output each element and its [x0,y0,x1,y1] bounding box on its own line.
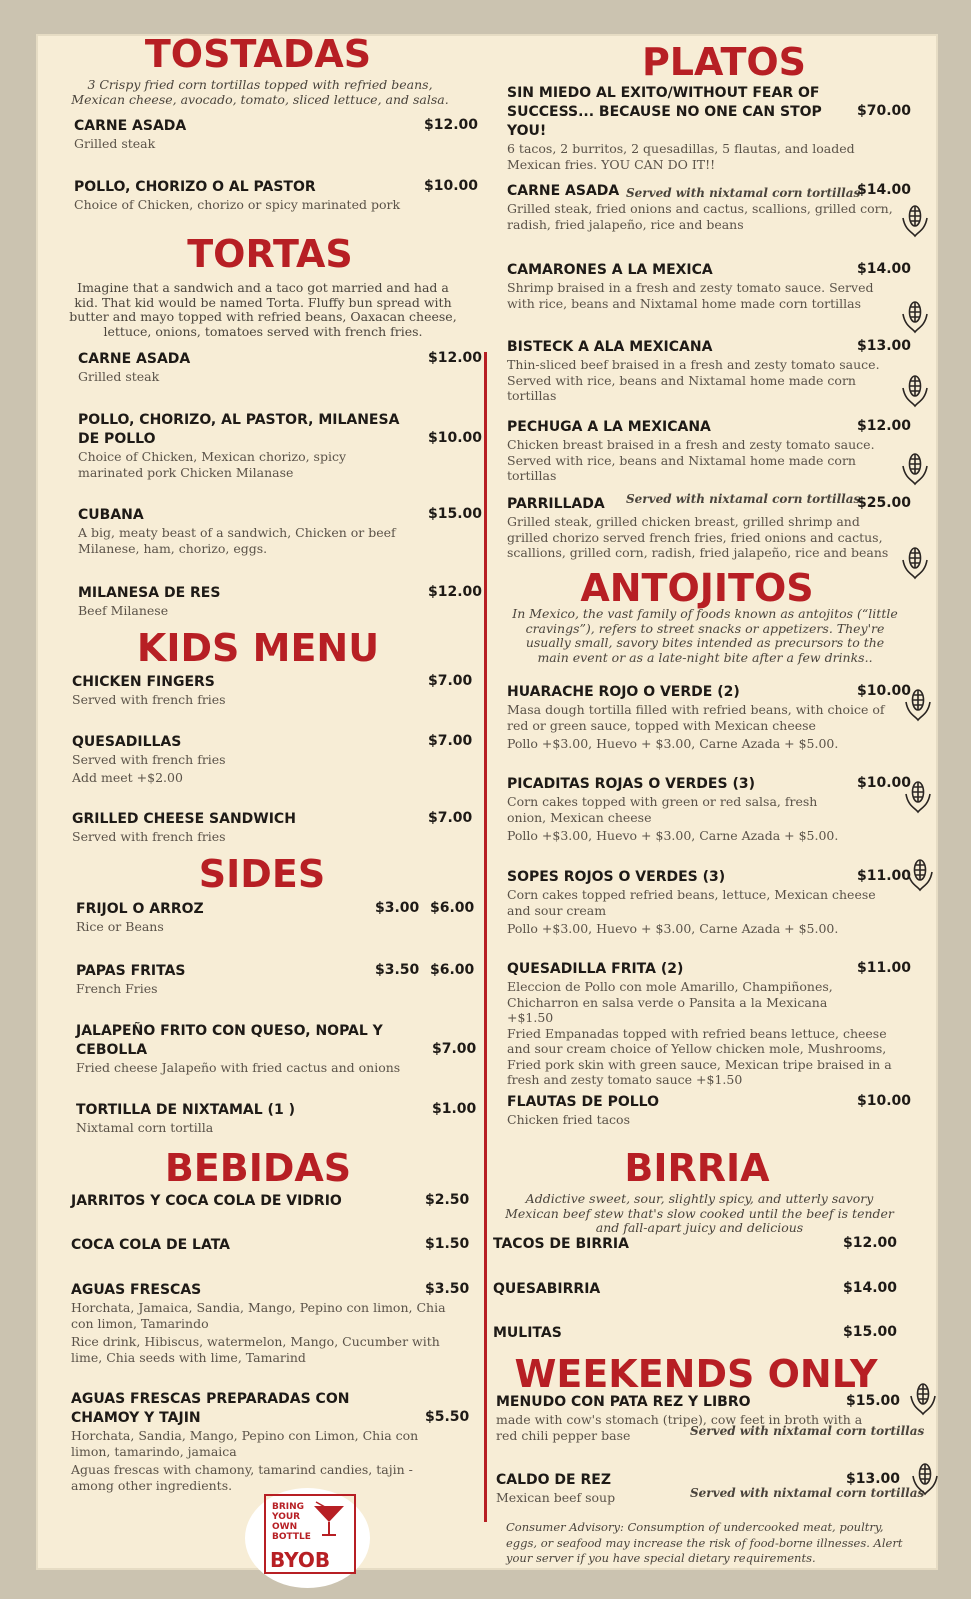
item-desc: Thin-sliced beef braised in a fresh and zesty tomato sauce. Served with rice, beans and Nixtamal home made corn tortillas [507,357,880,403]
byob-logo [245,1488,370,1588]
item-name: AGUAS FRESCAS [71,1282,202,1298]
sides-title: SIDES [198,852,326,896]
item-price: $13.00 [846,1471,901,1487]
item-price: $15.00 [843,1324,898,1340]
item-name: PARRILLADA [507,496,605,512]
menu-item [507,84,855,172]
menu-item [78,584,408,619]
item-desc: Chicken fried tacos [507,1112,630,1127]
byob-frame [264,1494,356,1574]
menu-item [74,178,474,213]
tostadas-title: TOSTADAS [144,32,372,76]
item-desc: Fried cheese Jalapeño with fried cactus and onions [76,1060,401,1075]
item-desc: made with cow's stomach (tripe), cow feet in broth with a red chili pepper base [496,1412,863,1443]
item-name: JARRITOS Y COCA COLA DE VIDRIO [71,1193,342,1209]
menu-item [78,350,408,385]
item-name: MULITAS [493,1325,562,1341]
item-price: $12.00 [428,584,483,600]
item-desc: Beef Milanese [78,603,169,618]
item-name: CARNE ASADA [78,351,191,367]
item-name: SIN MIEDO AL EXITO/WITHOUT FEAR OF SUCCESS... BECAUSE NO ONE CAN STOP YOU! [507,85,822,139]
corn-icon [900,204,930,238]
menu-item [72,673,402,708]
corn-icon [910,1462,940,1496]
item-desc: 6 tacos, 2 burritos, 2 quesadillas, 5 flautas, and loaded Mexican fries. YOU CAN DO IT!! [507,141,855,172]
menu-item [71,1236,411,1255]
item-price: $3.50 [425,1281,470,1297]
tortas-intro: Imagine that a sandwich and a taco got married and had a kid. That kid would be named Torta. Fluffy bun spread with butter and mayo topped with refried beans, Oaxacan cheese, lettuce, onions, tomatoes served with french fries. [69,280,457,339]
item-extra: Pollo +$3.00, Huevo + $3.00, Carne Azada + $5.00. [507,828,839,843]
menu-item [74,117,474,152]
byob-big-text: BYOB [270,1548,331,1572]
item-price: $12.00 [424,117,479,133]
item-name: CARNE ASADA [507,183,620,199]
column-divider [484,352,487,1522]
item-name: CARNE ASADA [74,118,187,134]
menu-item [493,1235,823,1254]
item-desc: Corn cakes topped with green or red salsa, fresh onion, Mexican cheese [507,794,818,825]
item-price: $13.00 [857,338,912,354]
menu-item [507,868,902,937]
menu-item [507,775,902,844]
menu-item [72,810,402,845]
item-price: $1.50 [425,1236,470,1252]
item-name: PAPAS FRITAS [76,963,186,979]
item-name: PECHUGA A LA MEXICANA [507,419,711,435]
item-name: JALAPEÑO FRITO CON QUESO, NOPAL Y CEBOLLA [76,1023,383,1058]
item-name: POLLO, CHORIZO O AL PASTOR [74,179,316,195]
menu-item [71,1192,411,1211]
item-price: $6.00 [430,962,475,978]
menu-item [76,962,356,997]
menu-item [507,338,902,404]
tortilla-note: Served with nixtamal corn tortillas [690,1424,925,1438]
item-name: FRIJOL O ARROZ [76,901,204,917]
item-desc: Masa dough tortilla filled with refried beans, with choice of red or green sauce, topped with Mexican cheese [507,702,885,733]
item-extra: Rice drink, Hibiscus, watermelon, Mango, Cucumber with lime, Chia seeds with lime, Tamarind [71,1334,440,1365]
item-extra: Add meet +$2.00 [72,769,183,785]
item-name: AGUAS FRESCAS PREPARADAS CON CHAMOY Y TAJIN [71,1391,350,1426]
item-name: CHICKEN FINGERS [72,674,215,690]
menu-item [76,1101,396,1136]
menu-item [507,261,902,311]
item-price: $5.50 [425,1409,470,1425]
byob-text: BRING YOUR OWN BOTTLE [272,1502,311,1542]
item-desc: Grilled steak [74,136,156,151]
item-name: QUESABIRRIA [493,1281,601,1297]
item-desc: Rice or Beans [76,919,164,934]
item-name: MILANESA DE RES [78,585,221,601]
item-name: QUESADILLA FRITA (2) [507,961,684,977]
antojitos-title: ANTOJITOS [580,566,814,610]
item-price: $15.00 [428,506,483,522]
menu-item [78,411,408,480]
item-price: $6.00 [430,900,475,916]
item-extra: Pollo +$3.00, Huevo + $3.00, Carne Azada + $5.00. [507,921,839,936]
item-name: TORTILLA DE NIXTAMAL (1 ) [76,1102,295,1118]
item-desc: A big, meaty beast of a sandwich, Chicken or beef Milanese, ham, chorizo, eggs. [78,525,396,556]
item-price: $10.00 [857,683,912,699]
item-price: $7.00 [428,733,473,749]
item-name: CALDO DE REZ [496,1472,611,1488]
corn-icon [908,1382,938,1416]
item-price: $12.00 [857,418,912,434]
item-desc: Served with french fries [72,829,226,844]
item-name: GRILLED CHEESE SANDWICH [72,811,296,827]
item-desc: Mexican beef soup [496,1490,616,1505]
item-name: POLLO, CHORIZO, AL PASTOR, MILANESA DE POLLO [78,412,400,447]
item-price: $11.00 [857,960,912,976]
item-desc: Choice of Chicken, Mexican chorizo, spicy marinated pork Chicken Milanase [78,449,347,480]
menu-item [78,506,458,556]
item-name: CAMARONES A LA MEXICA [507,262,713,278]
item-price: $14.00 [857,182,912,198]
item-price: $10.00 [857,775,912,791]
birria-intro: Addictive sweet, sour, slightly spicy, and utterly savory Mexican beef stew that's slow cooked until the beef is tender and fall-apart juicy and delicious [505,1191,894,1235]
item-desc: Nixtamal corn tortilla [76,1120,214,1135]
menu-item [76,1022,416,1076]
item-desc: Corn cakes topped refried beans, lettuce, Mexican cheese and sour cream [507,887,876,918]
cocktail-glass-icon [312,1500,346,1540]
item-desc: Choice of Chicken, chorizo or spicy marinated pork [74,197,401,212]
tortas-title: TORTAS [187,232,353,276]
item-name: CUBANA [78,507,144,523]
item-extra: Fried Empanadas topped with refried beans lettuce, cheese and sour cream choice of Yellow chicken mole, Mushrooms, Fried pork skin with green sauce, Mexican tripe braised in a fresh and zesty tomato sauce +$1.50 [507,1025,892,1087]
corn-icon [900,546,930,580]
item-price: $7.00 [432,1041,477,1057]
item-name: TACOS DE BIRRIA [493,1236,629,1252]
item-price: $12.00 [428,350,483,366]
tortilla-note: Served with nixtamal corn tortillas [690,1486,925,1500]
consumer-advisory: Consumer Advisory: Consumption of undercooked meat, poultry, eggs, or seafood may increase the risk of food-borne illnesses. Alert your server if you have special dietary requirements. [506,1520,903,1565]
menu-item [76,900,356,935]
item-price: $7.00 [428,810,473,826]
item-extra: Pollo +$3.00, Huevo + $3.00, Carne Azada + $5.00. [507,736,839,751]
menu-item [507,683,902,752]
item-desc: Horchata, Sandia, Mango, Pepino con Limon, Chia con limon, tamarindo, jamaica [71,1428,419,1459]
platos-title: PLATOS [641,40,807,84]
menu-item [493,1324,823,1343]
tortilla-note: Served with nixtamal corn tortillas [626,186,861,200]
item-desc: Eleccion de Pollo con mole Amarillo, Champiñones, Chicharron en salsa verde o Pansita a la Mexicana +$1.50 [507,979,833,1025]
menu-item [71,1390,421,1493]
birria-title: BIRRIA [624,1146,770,1190]
item-price-small: $3.00 [375,900,420,916]
corn-icon [900,300,930,334]
item-price: $10.00 [857,1093,912,1109]
item-desc: Grilled steak [78,369,160,384]
tostadas-intro: 3 Crispy fried corn tortillas topped with refried beans, Mexican cheese, avocado, tomato, sliced lettuce, and salsa. [71,77,449,107]
item-name: FLAUTAS DE POLLO [507,1094,659,1110]
item-name: SOPES ROJOS O VERDES (3) [507,869,726,885]
item-price-small: $3.50 [375,962,420,978]
item-price: $2.50 [425,1192,470,1208]
corn-icon [900,374,930,408]
item-name: COCA COLA DE LATA [71,1237,230,1253]
item-desc: Served with french fries [72,752,226,767]
corn-icon [903,688,933,722]
item-price: $7.00 [428,673,473,689]
item-extra: Aguas frescas with chamony, tamarind candies, tajin - among other ingredients. [71,1462,413,1493]
item-desc: French Fries [76,981,158,996]
item-desc: Shrimp braised in a fresh and zesty tomato sauce. Served with rice, beans and Nixtamal home made corn tortillas [507,280,874,311]
item-price: $70.00 [857,103,912,119]
menu-item [72,733,402,785]
menu-item [493,1280,823,1299]
item-name: HUARACHE ROJO O VERDE (2) [507,684,740,700]
corn-icon [903,780,933,814]
menu-item [507,960,902,1088]
corn-icon [900,452,930,486]
item-price: $15.00 [846,1393,901,1409]
antojitos-intro: In Mexico, the vast family of foods known as antojitos (“little cravings”), refers to street snacks or appetizers. They're usually small, savory bites intended as precursors to the main event or as a late-night bite after a few drinks.. [512,606,898,665]
kids-title: KIDS MENU [136,626,380,670]
bebidas-title: BEBIDAS [164,1146,352,1190]
item-name: MENUDO CON PATA REZ Y LIBRO [496,1394,751,1410]
tortilla-note: Served with nixtamal corn tortillas [626,492,861,506]
item-price: $10.00 [424,178,479,194]
item-desc: Grilled steak, grilled chicken breast, grilled shrimp and grilled chorizo served french fries, fried onions and cactus, scallions, grilled corn, radish, fried jalapeño, rice and beans [507,514,889,560]
item-desc: Grilled steak, fried onions and cactus, scallions, grilled corn, radish, fried jalapeño, rice and beans [507,201,893,232]
item-price: $10.00 [428,430,483,446]
item-desc: Horchata, Jamaica, Sandia, Mango, Pepino con limon, Chia con limon, Tamarindo [71,1300,446,1331]
item-desc: Served with french fries [72,692,226,707]
item-name: PICADITAS ROJAS O VERDES (3) [507,776,755,792]
item-name: QUESADILLAS [72,734,182,750]
menu-item [507,1093,902,1128]
item-price: $12.00 [843,1235,898,1251]
corn-icon [905,858,935,892]
item-price: $1.00 [432,1101,477,1117]
menu-item [71,1281,466,1365]
item-price: $25.00 [857,495,912,511]
item-price: $11.00 [857,868,912,884]
item-price: $14.00 [843,1280,898,1296]
menu-item [507,418,902,484]
weekends-title: WEEKENDS ONLY [514,1352,878,1396]
item-name: BISTECK A ALA MEXICANA [507,339,713,355]
item-price: $14.00 [857,261,912,277]
item-desc: Chicken breast braised in a fresh and zesty tomato sauce. Served with rice, beans and Nixtamal home made corn tortillas [507,437,875,483]
